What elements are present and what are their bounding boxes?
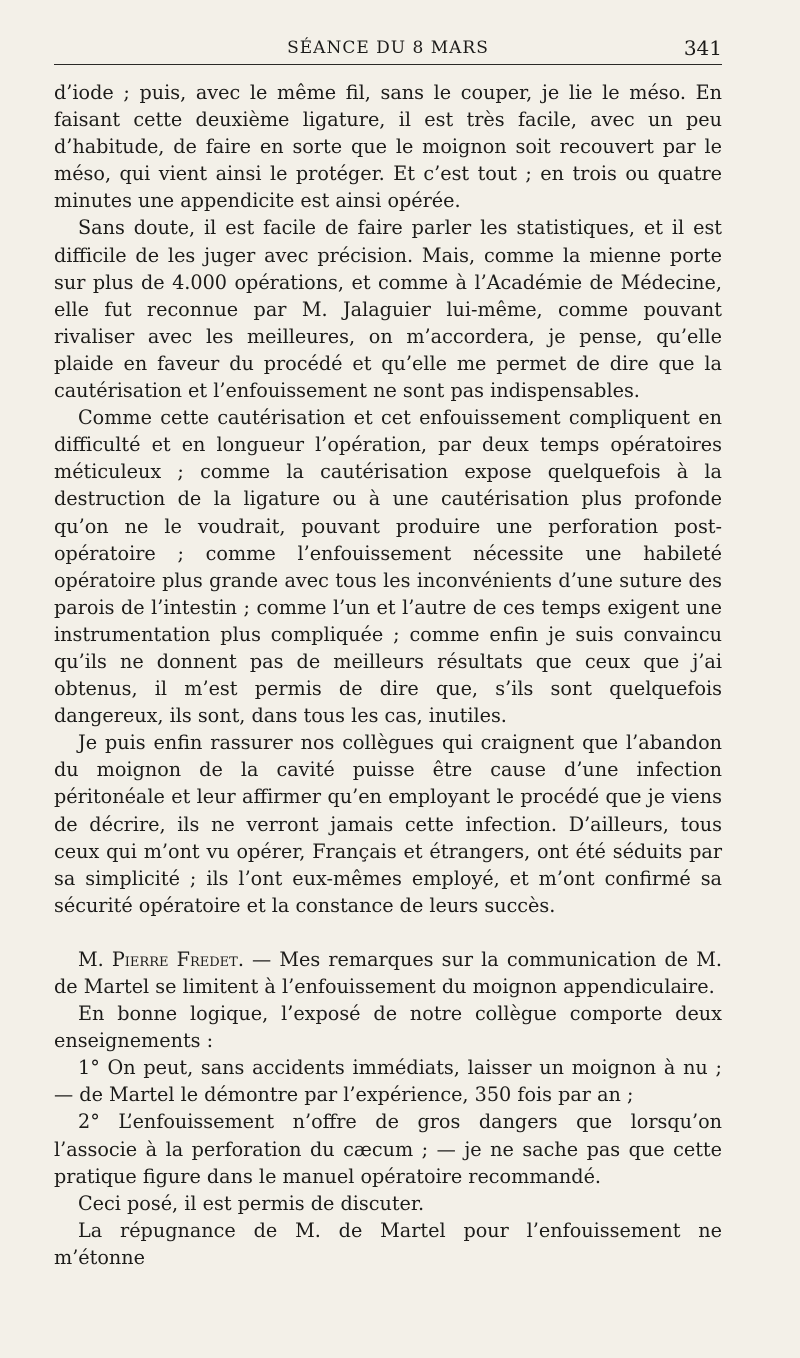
header-rule [54,64,722,65]
running-title: SÉANCE DU 8 MARS [287,38,489,58]
paragraph-continued: d’iode ; puis, avec le même fil, sans le couper, je lie le méso. En faisant cette deuxième ligature, il est très facile, avec un peu d’habitude, de faire en sorte que le moignon soit recouvert par le méso, qui vient ainsi le protéger. Et c’est tout ; en trois ou quatre minutes une appendicite est ainsi opérée. [54,81,722,213]
paragraph: Sans doute, il est facile de faire parler les statistiques, et il est difficile de les juger avec précision. Mais, comme la mienne porte sur plus de 4.000 opérations, et comme à l’Académie de Médecine, elle fut reconnue par M. Jalaguier lui-même, comme pouvant rivaliser avec les meilleures, on m’accordera, je pense, qu’elle plaide en faveur du procédé et qu’elle me permet de dire que la cautérisation et l’enfouissement ne sont pas indispensables. [54,216,722,403]
paragraph: En bonne logique, l’exposé de notre collègue comporte deux enseignements : [54,1002,722,1053]
speaker-text: . — Mes remarques sur la communication de M. de Martel se limitent à l’enfouissement du moignon appendiculaire. [54,947,723,998]
running-head [54,30,722,64]
speaker-prefix: M. [78,947,112,971]
body-text [54,79,722,1271]
paragraph: Ceci posé, il est permis de discuter. [78,1191,425,1215]
page-number: 341 [683,36,722,60]
paragraph-truncated: La répugnance de M. de Martel pour l’enfouissement ne m’étonne [54,1218,722,1269]
enumerated-point: 1° On peut, sans accidents immédiats, laisser un moignon à nu ; — de Martel le démontre par l’expérience, 350 fois par an ; [54,1056,722,1107]
speaker-name: Pierre Fredet [111,947,238,971]
speaker-paragraph [54,946,722,1000]
enumerated-point: 2° L’enfouissement n’offre de gros dangers que lorsqu’on l’associe à la perforation du cæcum ; — je ne sache pas que cette pratique figure dans le manuel opératoire recommandé. [54,1110,722,1188]
paragraph: Je puis enfin rassurer nos collègues qui craignent que l’abandon du moignon de la cavité puisse être cause d’une infection péritonéale et leur affirmer qu’en employant le procédé que je viens de décrire, ils ne verront jamais cette infection. D’ailleurs, tous ceux qui m’ont vu opérer, Français et étrangers, ont été séduits par sa simplicité ; ils l’ont eux-mêmes employé, et m’ont confirmé sa sécurité opératoire et la constance de leurs succès. [54,731,722,917]
paragraph: Comme cette cautérisation et cet enfouissement compliquent en difficulté et en longueur l’opération, par deux temps opératoires méticuleux ; comme la cautérisation expose quelquefois à la destruction de la ligature ou à une cautérisation plus profonde qu’on ne le voudrait, pouvant produire une perforation post-opératoire ; comme l’enfouissement nécessite une habileté opératoire plus grande avec tous les inconvénients d’une suture des parois de l’intestin ; comme l’un et l’autre de ces temps exigent une instrumentation plus compliquée ; comme enfin je suis convaincu qu’ils ne donnent pas de meilleurs résultats que ceux que j’ai obtenus, il m’est permis de dire que, s’ils sont quelquefois dangereux, ils sont, dans tous les cas, inutiles. [54,406,722,728]
